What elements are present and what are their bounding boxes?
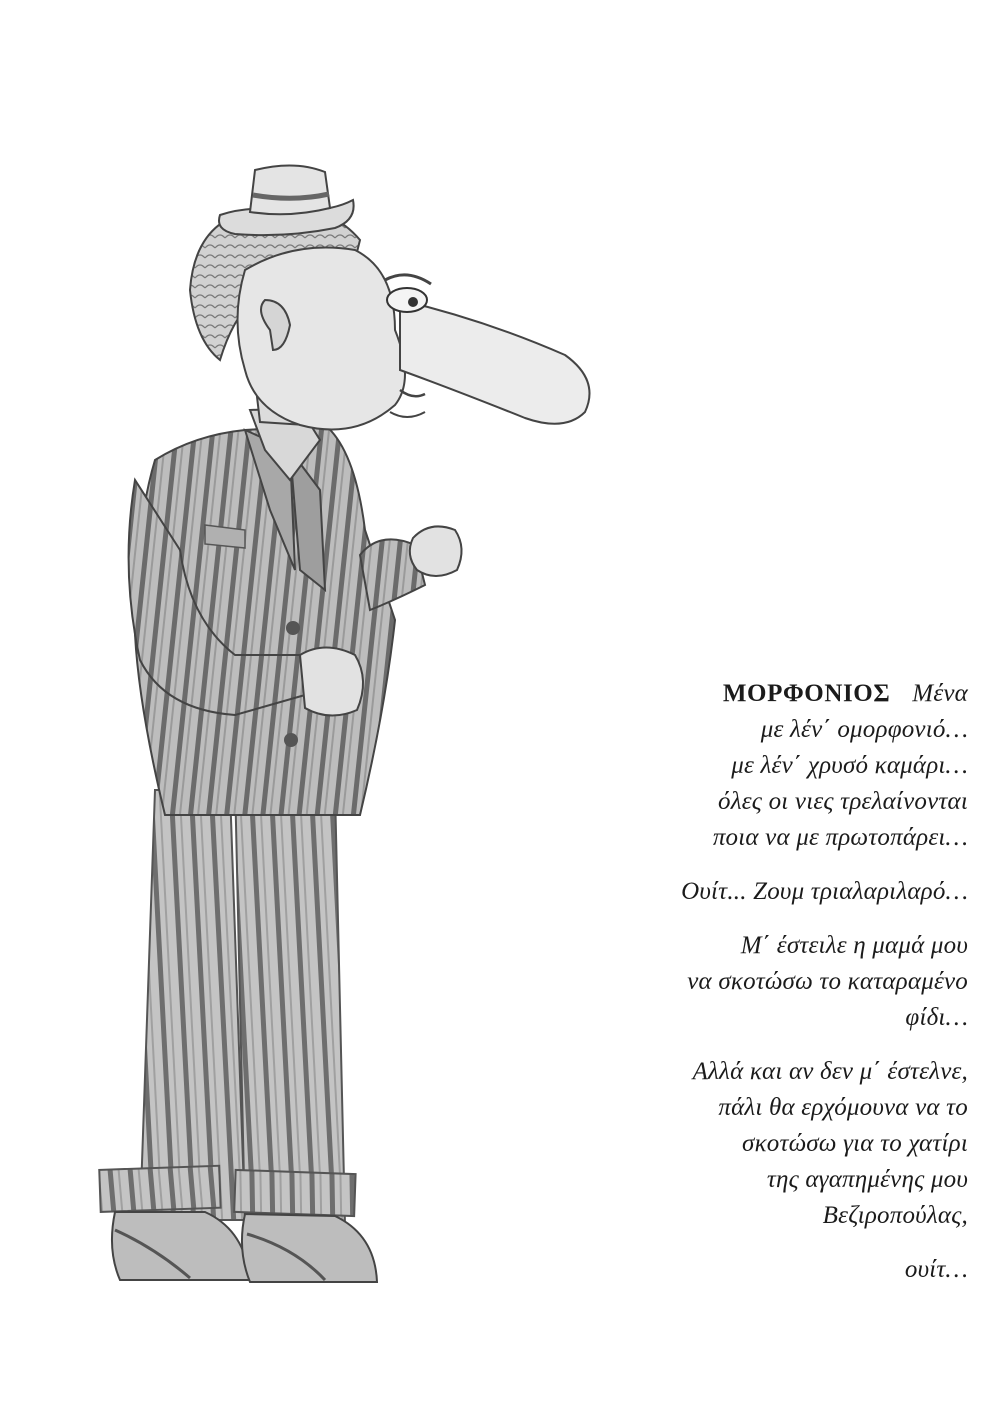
head [190, 207, 590, 429]
dialogue-line: με λέν΄ χρυσό καμάρι… [731, 752, 968, 779]
dialogue-line: Ουίτ... Ζουμ τριαλαριλαρό… [681, 878, 968, 905]
speaker-name: ΜΟΡΦΟΝΙΟΣ [722, 680, 891, 707]
trousers [99, 780, 355, 1225]
dialogue-line [588, 676, 968, 712]
stanza-1 [588, 676, 968, 856]
dialogue-line: με λέν΄ ομορφονιό… [760, 716, 968, 743]
shoes [112, 1212, 377, 1282]
dialogue-line: Αλλά και αν δεν μ΄ έστελνε, [692, 1058, 968, 1085]
character-drawing [95, 150, 615, 1310]
stanza-5 [588, 1252, 968, 1288]
dialogue-line: όλες οι νιες τρελαίνονται [718, 788, 968, 815]
dialogue-line: Βεζιροπούλας, [822, 1202, 968, 1229]
dialogue-line: της αγαπημένης μου [766, 1166, 968, 1193]
stanza-4 [588, 1054, 968, 1234]
dialogue-line: ουίτ… [904, 1256, 968, 1283]
stanza-3 [588, 928, 968, 1036]
dialogue-line: φίδι… [905, 1004, 968, 1031]
dialogue-line: ποια να με πρωτοπάρει… [712, 824, 968, 851]
dialogue-text: Μένα [912, 680, 968, 707]
dialogue-line: να σκοτώσω το καταραμένο [687, 968, 968, 995]
dialogue-block [588, 676, 968, 1306]
character-illustration [95, 150, 615, 1310]
dialogue-line: πάλι θα ερχόμουνα να το [718, 1094, 968, 1121]
stanza-2 [588, 874, 968, 910]
hat [219, 165, 354, 235]
dialogue-line: σκοτώσω για το χατίρι [742, 1130, 968, 1157]
dialogue-line: Μ΄ έστειλε η μαμά μου [740, 932, 968, 959]
